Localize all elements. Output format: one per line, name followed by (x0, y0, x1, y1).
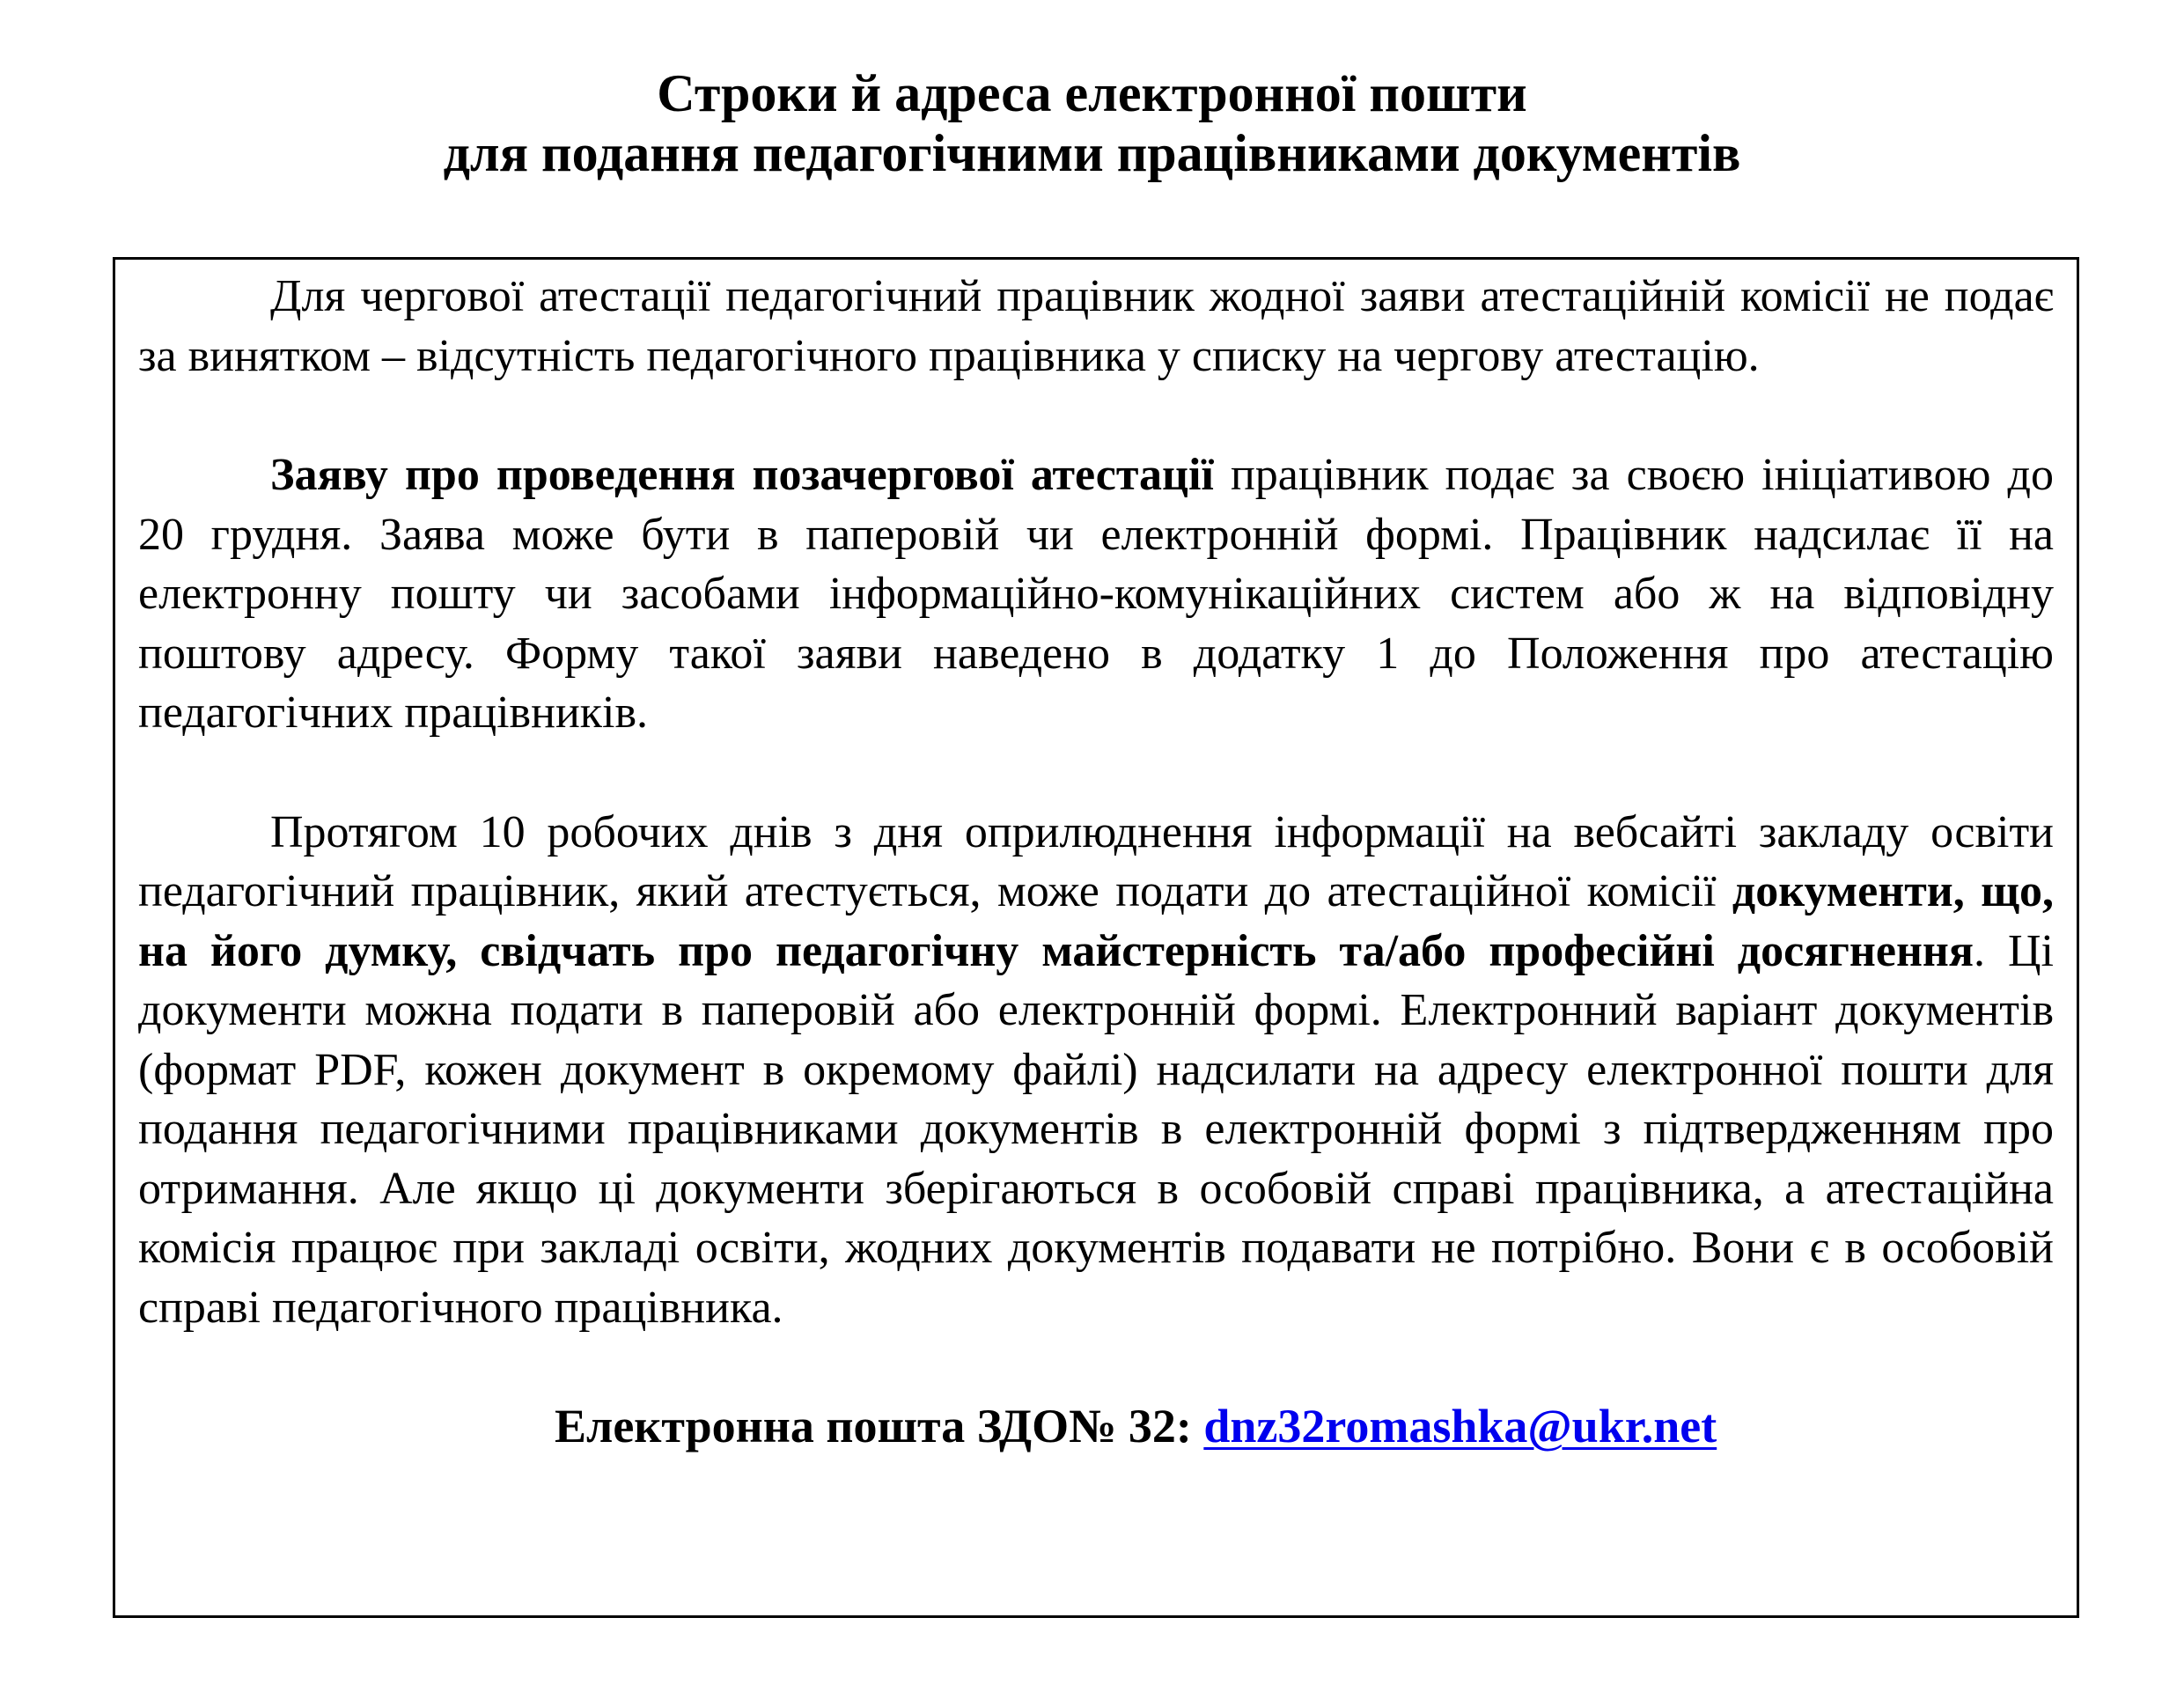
content-frame (113, 257, 2079, 1618)
paragraph-3-start: Протягом 10 робочих днів з дня оприлюднення інформації на вебсайті закладу освіти педагогічний працівник, який атестується, може подати до атестаційної комісії (138, 806, 2054, 916)
title-line-1: Строки й адреса електронної пошти (657, 64, 1527, 122)
paragraph-3-bold: документи, що, на його думку, свідчать про педагогічну майстерність та/або професійні досягнення (138, 866, 2054, 976)
page-title (0, 63, 2184, 183)
paragraph-extraordinary-attestation (138, 445, 2054, 743)
paragraph-3-text: . Ці документи можна подати в паперовій або електронній формі. Електронний варіант документів (формат PDF, кожен документ в окремому файлі) надсилати на адресу електронної пошти для подання педагогічними працівниками документів в електронній формі з підтвердженням про отримання. Але якщо ці документи зберігаються в особовій справі працівника, а атестаційна комісія працює при закладі освіти, жодних документів подавати не потрібно. Вони є в особовій справі педагогічного працівника. (138, 925, 2055, 1333)
contact-line (138, 1397, 2054, 1457)
paragraph-documents (138, 803, 2054, 1338)
paragraph-2-bold: Заяву про проведення позачергової атестації (270, 450, 1214, 500)
title-line-2: для подання педагогічними працівниками документів (443, 124, 1741, 182)
contact-label: Електронна пошта ЗДО№ 32: (555, 1400, 1204, 1452)
paragraph-1-text: Для чергової атестації педагогічний працівник жодної заяви атестаційній комісії не подає за винятком – відсутність педагогічного працівника у списку на чергову атестацію. (138, 271, 2054, 381)
paragraph-regular-attestation (138, 267, 2054, 386)
paragraph-2-text: працівник подає за своєю ініціативою до 20 грудня. Заява може бути в паперовій чи електронній формі. Працівник надсилає її на електронну пошту чи засобами інформаційно-комунікаційних систем або ж на відповідну поштову адресу. Форму такої заяви наведено в додатку 1 до Положення про атестацію педагогічних працівників. (138, 450, 2054, 738)
email-link[interactable]: dnz32romashka@ukr.net (1203, 1400, 1717, 1452)
